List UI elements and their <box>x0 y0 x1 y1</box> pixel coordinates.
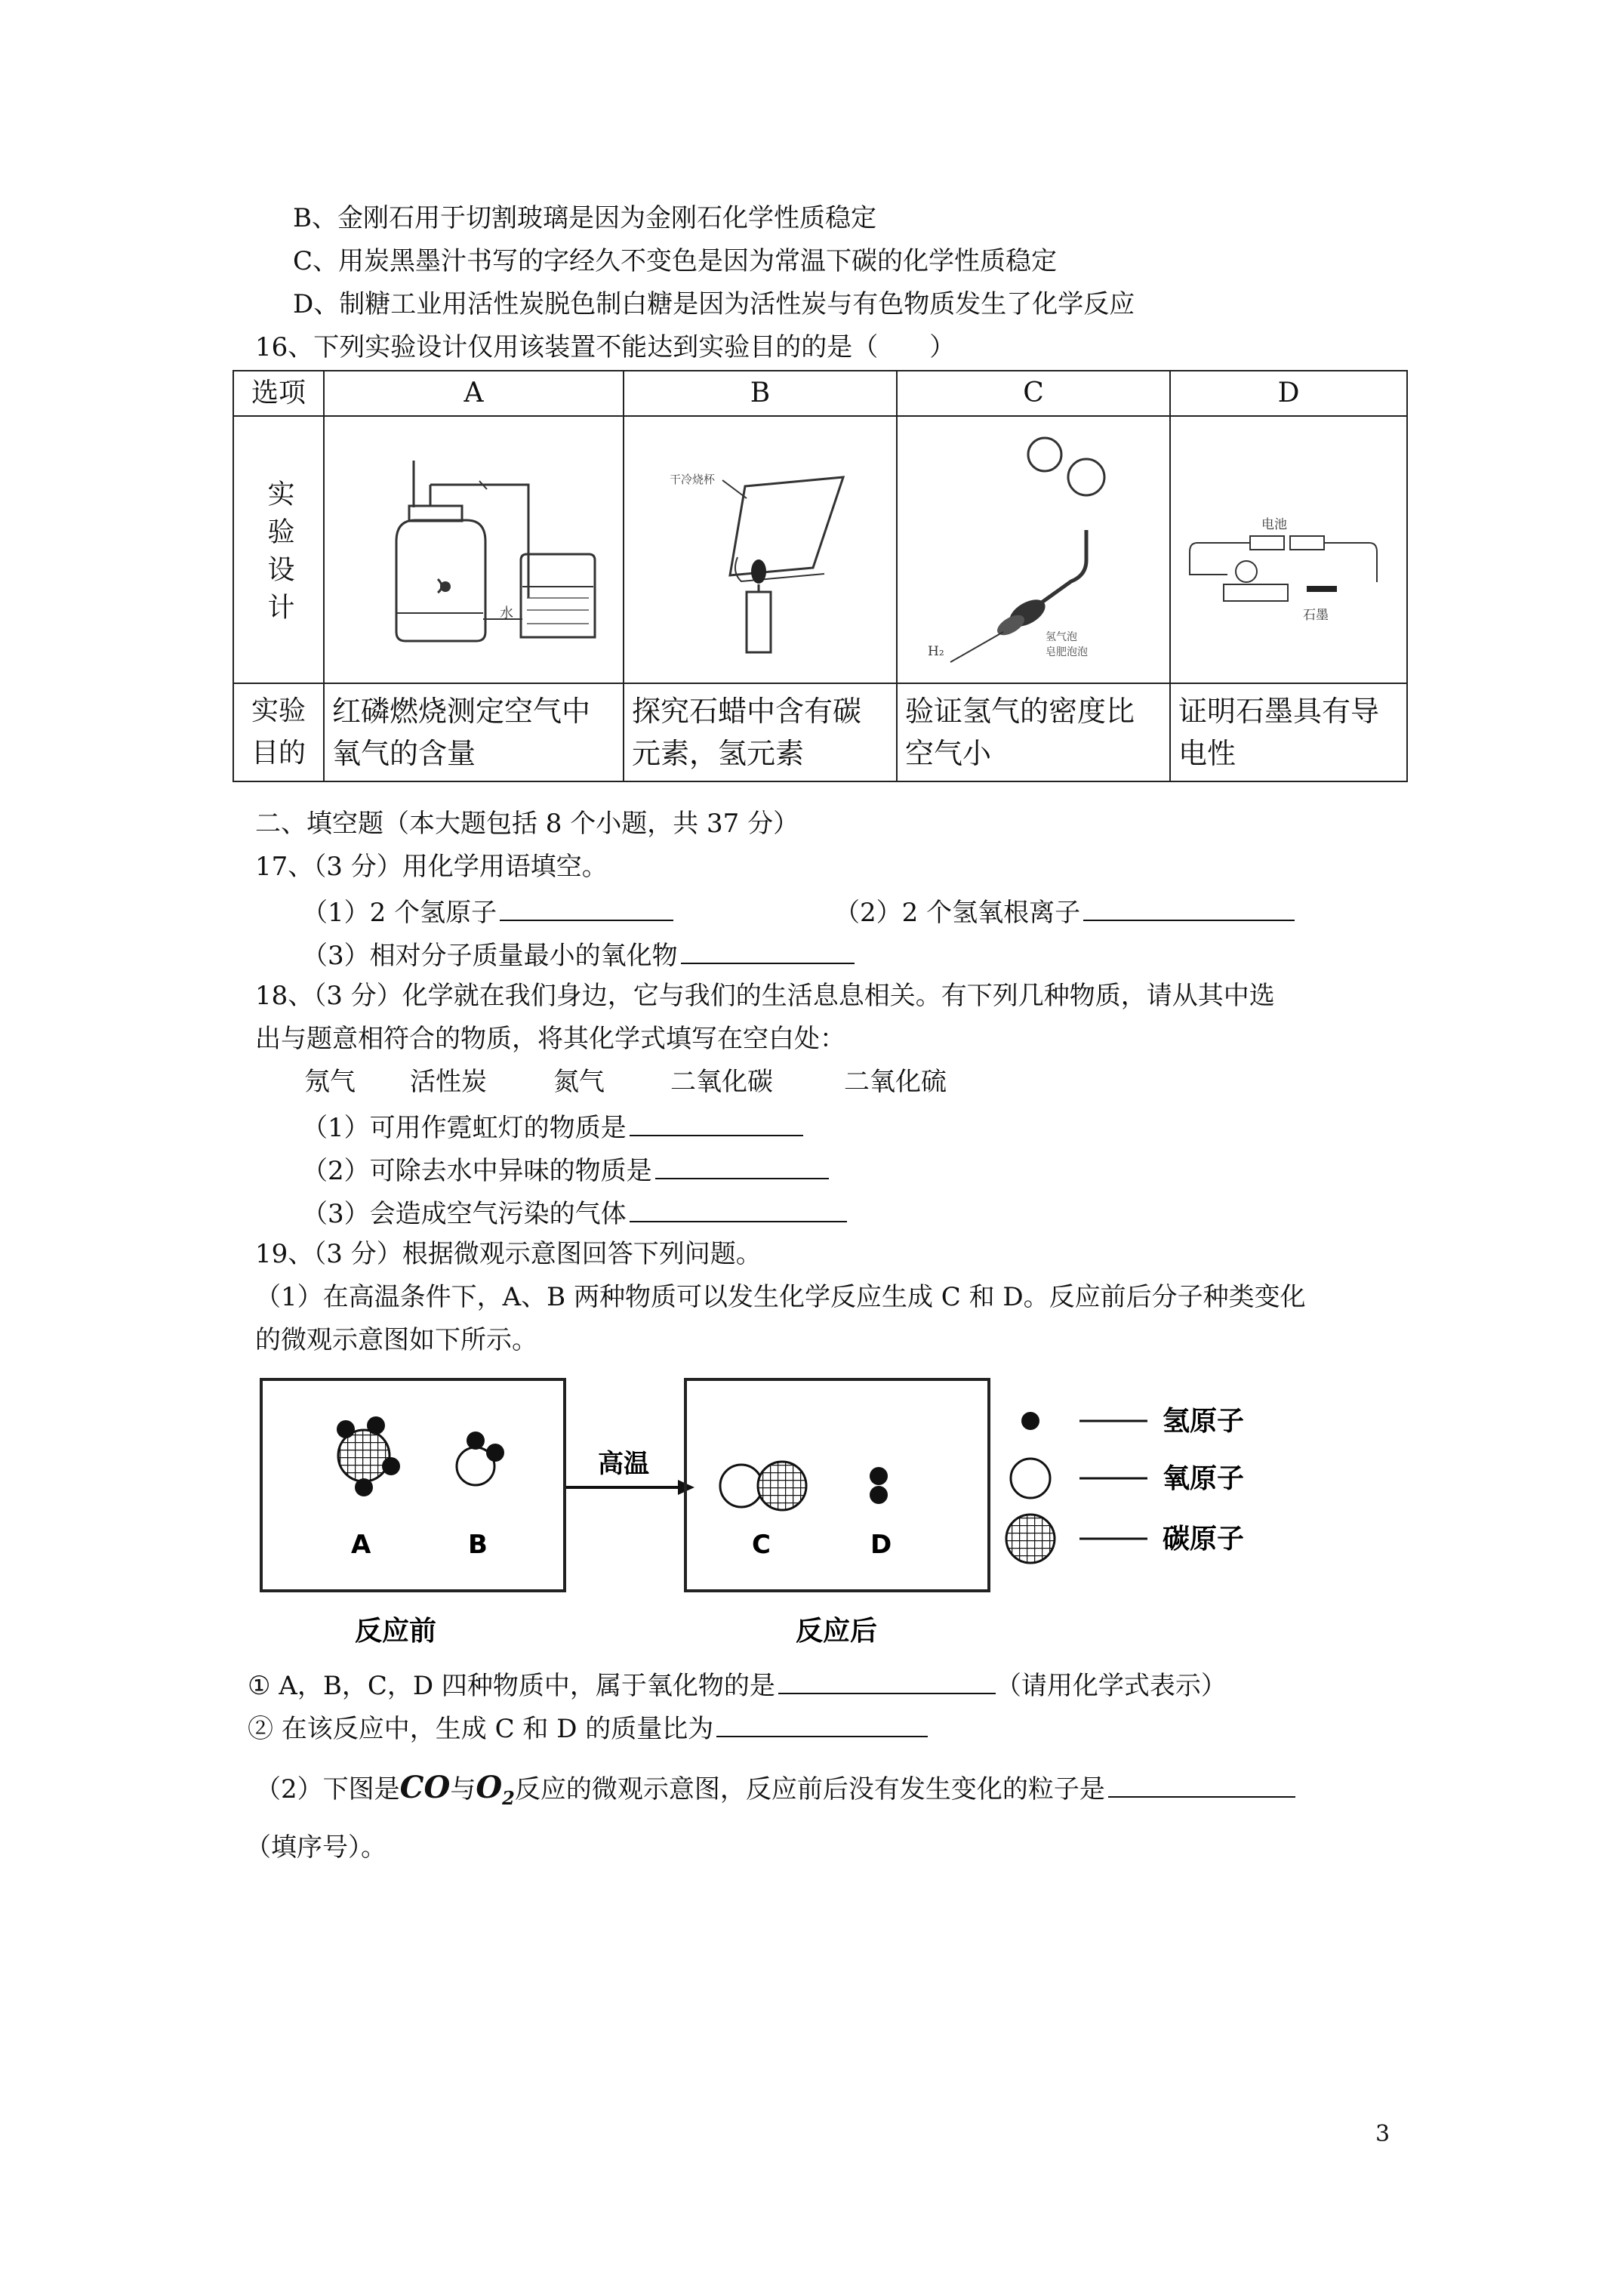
purpose-a: 红磷燃烧测定空气中氧气的含量 <box>324 683 624 781</box>
q17-stem: 17、（3 分）用化学用语填空。 <box>255 852 608 882</box>
q19-question-2 <box>248 1713 928 1742</box>
molecule-a <box>337 1416 400 1496</box>
q19-question-1 <box>248 1670 1227 1699</box>
design-a <box>324 416 624 683</box>
table-header-b: B <box>624 371 897 416</box>
q19-question-2-text: ② 在该反应中，生成 C 和 D 的质量比为 <box>248 1714 714 1744</box>
apparatus-a-figure <box>325 417 623 670</box>
row-label-purpose-text: 实验目的 <box>251 695 306 769</box>
arrow-condition: 高温 <box>598 1449 649 1479</box>
q17-part-1-text: （1）2 个氢原子 <box>302 898 497 928</box>
label-h2: H₂ <box>928 644 944 659</box>
q18-part-2 <box>302 1155 829 1184</box>
q19-part-2 <box>255 1770 1295 1809</box>
q19-stem: 19、（3 分）根据微观示意图回答下列问题。 <box>255 1239 762 1269</box>
row-label-design-text: 实验设计 <box>263 479 294 630</box>
q17-part-1 <box>302 897 673 926</box>
q19-answer-2-blank[interactable] <box>716 1713 928 1737</box>
q19-question-1-text: ① A，B，C，D 四种物质中，属于氧化物的是 <box>248 1671 775 1701</box>
row-label-purpose <box>233 683 324 781</box>
row-label-design <box>233 416 324 683</box>
q18-answer-1-blank[interactable] <box>630 1112 803 1136</box>
legend-carbon-symbol <box>1006 1515 1055 1563</box>
q18-part-1-text: （1）可用作霓虹灯的物质是 <box>302 1113 627 1143</box>
label-water: 水 <box>500 606 513 621</box>
formula-o2-sub: 2 <box>502 1787 515 1809</box>
legend-oxygen-symbol <box>1011 1459 1050 1498</box>
label-c: C <box>752 1530 771 1560</box>
q18-part-3-text: （3）会造成空气污染的气体 <box>302 1199 627 1229</box>
legend-oxygen: 氧原子 <box>1163 1463 1245 1494</box>
apparatus-b-figure <box>624 417 896 670</box>
legend-hydrogen-symbol <box>1021 1412 1039 1430</box>
q17-part-3-text: （3）相对分子质量最小的氧化物 <box>302 941 678 971</box>
q17-part-2 <box>834 897 1295 926</box>
apparatus-c-figure <box>898 417 1169 670</box>
q15-option-c: C、用炭黑墨汁书写的字经久不变色是因为常温下碳的化学性质稳定 <box>293 246 1058 276</box>
q17-part-3 <box>302 940 855 969</box>
q19-part-2-end: （填序号）。 <box>245 1832 387 1863</box>
reaction-micro-diagram <box>249 1367 1329 1669</box>
q19-part-1-line-1: （1）在高温条件下，A、B 两种物质可以发生化学反应生成 C 和 D。反应前后分子种类变化 <box>255 1282 1306 1312</box>
purpose-d: 证明石墨具有导电性 <box>1170 683 1407 781</box>
q19-part-1-line-2: 的微观示意图如下所示。 <box>255 1325 537 1355</box>
purpose-c: 验证氢气的密度比空气小 <box>897 683 1170 781</box>
legend-hydrogen: 氢原子 <box>1163 1406 1245 1437</box>
purpose-b: 探究石蜡中含有碳元素，氢元素 <box>624 683 897 781</box>
legend <box>1006 1406 1244 1563</box>
formula-o2-o: O <box>476 1770 503 1805</box>
q18-stem-line-1: 18、（3 分）化学就在我们身边，它与我们的生活息息相关。有下列几种物质，请从其中选 <box>255 981 1275 1011</box>
q18-part-1 <box>302 1112 803 1141</box>
q17-answer-3-blank[interactable] <box>681 940 855 964</box>
label-before: 反应前 <box>355 1616 437 1647</box>
q17-answer-1-blank[interactable] <box>500 897 673 921</box>
label-hydrogen-bubbles: 氢气泡 <box>1046 631 1077 643</box>
table-header-a: A <box>324 371 624 416</box>
q17-part-2-text: （2）2 个氢氧根离子 <box>834 898 1081 928</box>
q18-part-3 <box>302 1198 847 1227</box>
substance-activated-carbon: 活性炭 <box>410 1067 487 1097</box>
substance-nitrogen: 氮气 <box>553 1067 605 1097</box>
q18-part-2-text: （2）可除去水中异味的物质是 <box>302 1156 652 1186</box>
section-2-heading: 二、填空题（本大题包括 8 个小题，共 37 分） <box>255 809 799 839</box>
legend-carbon: 碳原子 <box>1163 1524 1245 1555</box>
table-header-c: C <box>897 371 1170 416</box>
substance-sulfur-dioxide: 二氧化硫 <box>844 1067 947 1097</box>
substance-neon: 氖气 <box>304 1067 356 1097</box>
design-b <box>624 416 897 683</box>
q19-answer-1-blank[interactable] <box>778 1670 996 1694</box>
molecule-d <box>870 1467 888 1504</box>
molecule-b <box>457 1432 504 1485</box>
label-b: B <box>468 1530 488 1560</box>
q19-part-2-answer-blank[interactable] <box>1108 1774 1295 1798</box>
q16-stem: 16、下列实验设计仅用该装置不能达到实验目的的是（ ） <box>255 332 956 362</box>
experiment-table <box>233 370 1408 782</box>
label-after: 反应后 <box>796 1616 878 1647</box>
label-graphite: 石墨 <box>1303 608 1329 623</box>
table-header-d: D <box>1170 371 1407 416</box>
page-number: 3 <box>1375 2121 1390 2147</box>
molecule-c <box>720 1462 806 1510</box>
formula-o2 <box>476 1770 515 1809</box>
label-a: A <box>351 1530 371 1560</box>
design-d <box>1170 416 1407 683</box>
q18-substances <box>304 1069 947 1095</box>
q18-answer-3-blank[interactable] <box>630 1198 847 1222</box>
q17-answer-2-blank[interactable] <box>1083 897 1295 921</box>
q19-question-1-hint: （请用化学式表示） <box>995 1671 1227 1701</box>
q19-part-2-with: 与 <box>450 1774 476 1804</box>
q18-stem-line-2: 出与题意相符合的物质，将其化学式填写在空白处： <box>255 1024 845 1054</box>
label-d: D <box>870 1530 892 1560</box>
q15-option-d: D、制糖工业用活性炭脱色制白糖是因为活性炭与有色物质发生了化学反应 <box>293 289 1135 319</box>
design-c <box>897 416 1170 683</box>
q18-answer-2-blank[interactable] <box>655 1155 829 1179</box>
apparatus-d-figure <box>1171 417 1406 670</box>
label-soap-bubbles: 皂肥泡泡 <box>1046 646 1088 658</box>
q15-option-b: B、金刚石用于切割玻璃是因为金刚石化学性质稳定 <box>293 203 876 233</box>
q19-part-2-text-a: （2）下图是 <box>255 1774 400 1804</box>
label-battery: 电池 <box>1261 517 1287 532</box>
table-header-option: 选项 <box>233 371 324 416</box>
label-cold-beaker: 干冷烧杯 <box>670 473 716 486</box>
before-box <box>261 1379 565 1591</box>
formula-co: CO <box>399 1770 451 1805</box>
q19-part-2-text-b: 反应的微观示意图，反应前后没有发生变化的粒子是 <box>514 1774 1105 1804</box>
substance-carbon-dioxide: 二氧化碳 <box>670 1067 773 1097</box>
